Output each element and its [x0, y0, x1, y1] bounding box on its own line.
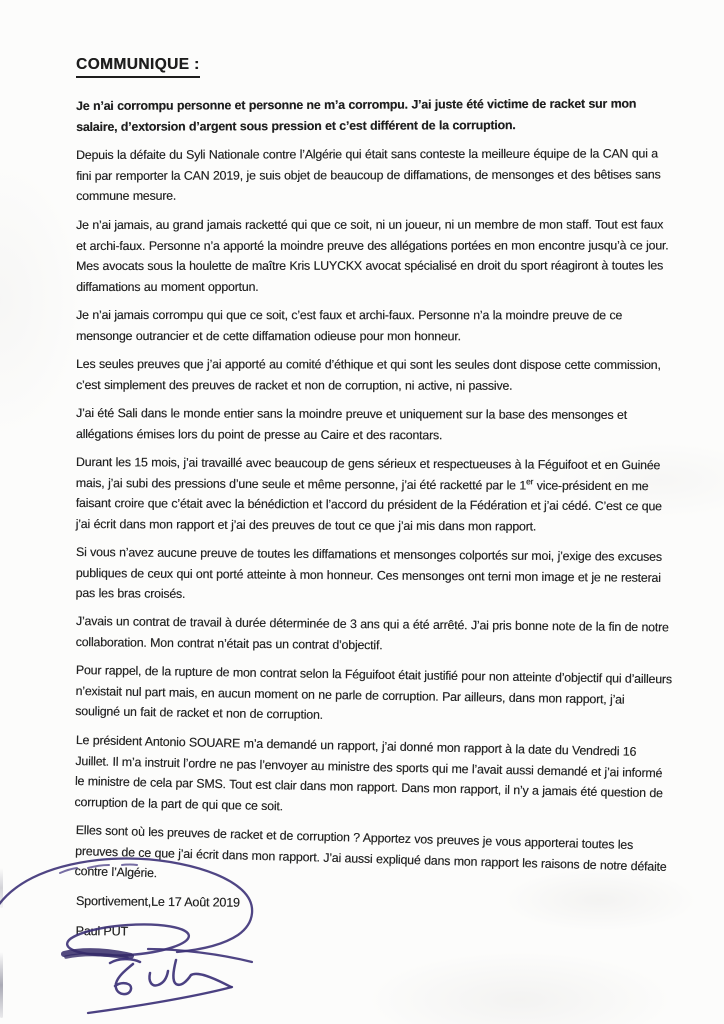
paragraph-4: Je n’ai jamais corrompu qui que ce soit, c’est faux et archi-faux. Personne n’a la moindre preuve de ce mensonge outrancier et de cette diffamation odieuse pour mon honneur. [75, 307, 623, 343]
paragraph-10: Pour rappel, de la rupture de mon contrat selon la Féguifoot était justifié pour non atteinte d’objectif qui d’ailleurs n’existait nul part mais, en aucun moment on ne parle de corruption. Par ailleurs, dans mon rapport, j’ai souligné un fait de racket et non de corruption. [75, 662, 672, 722]
scan-edge-artifact [0, 868, 3, 908]
paragraph-7-part1: Durant les 15 mois, j’ai travaillé avec beaucoup de gens sérieux et respectueuses à la Féguifoot et en Guinée mais, j’ai subi des pressions d’une seule et même personne, j’ai été racketté par le 1 [75, 454, 661, 492]
signature-underline [88, 987, 232, 1013]
signature-smudge-2 [66, 954, 127, 958]
closing-date-line: Sportivement,Le 17 Août 2019 [75, 893, 240, 910]
paragraph-2: Depuis la défaite du Syli Nationale contre l’Algérie qui était sans conteste la meilleure équipe de la CAN qui a fini par remporter la CAN 2019, je suis objet de beaucoup de diffamations, de mensonges et des bêtises sans commune mesure. [76, 146, 661, 203]
paragraph-11: Le président Antonio SOUARE m’a demandé un rapport, j’ai donné mon rapport à la date du Vendredi 16 Juillet. Il m’a instruit l’ordre ne pas l’envoyer au ministre des sports qui me l’avait aussi demandé et j’ai informé le ministre de cela par SMS. Tout est clair dans mon rapport. Dans mon rapport, il n’y a jamais été question de corruption de la part de qui que ce soit. [74, 732, 663, 813]
signature-scribble-h [173, 960, 231, 987]
paragraph-1: Je n’ai corrompu personne et personne ne m’a corrompu. J’ai juste été victime de racket sur mon salaire, d’extorsion d’argent sous pression et c’est différent de la corruption. [76, 96, 637, 134]
signature-scribble-z [110, 959, 140, 994]
letter-content [76, 56, 672, 941]
closing-block [75, 891, 671, 947]
page-title: COMMUNIQUE : [76, 56, 200, 78]
paragraph-3: Je n’ai jamais, au grand jamais racketté qui que ce soit, ni un joueur, ni un membre de mon staff. Tout est faux et archi-faux. Personne n’a apporté la moindre preuve des allégations portées en mon encontre jusqu’à ce jour. Mes avocats sous la houlette de maître Kris LUYCKX avocat spécialisé en droit du sport réagiront à toutes les diffamations au moment opportun. [76, 216, 669, 293]
paragraph-7 [76, 452, 672, 537]
paragraph-12: Elles sont où les preuves de racket et de corruption ? Apportez vos preuves je vous apporterai toutes les preuves de ce que j’ai écrit dans mon rapport. J’ai aussi expliqué dans mon rapport les raisons de notre défaite contre l’Algérie. [74, 822, 667, 880]
paragraph-6: J’ai été Sali dans le monde entier sans la moindre preuve et uniquement sur la base des mensonges et allégations émises lors du point de presse au Caire et des racontars. [75, 405, 627, 442]
signature-scribble-u [149, 971, 168, 985]
signature-smudge [64, 951, 131, 956]
ordinal-superscript: er [525, 475, 534, 486]
title-row [76, 56, 672, 94]
signatory-name: Paul PUT [75, 923, 128, 939]
paragraph-9: J’avais un contrat de travail à durée déterminée de 3 ans qui a été arrêté. J’ai pris bonne note de la fin de notre collaboration. Mon contrat n’était pas un contrat d’objectif. [75, 613, 669, 652]
paragraph-8: Si vous n’avez aucune preuve de toutes les diffamations et mensonges colportés sur moi, j’exige des excuses publiques de ceux qui ont porté atteinte à mon honneur. Ces mensonges ont terni mon image et je ne resterai pas les bras croisés. [75, 544, 662, 601]
paragraph-7-part2: vice-président en me faisant croire que c’était avec la bénédiction et l’accord du président de la Fédération et j’ai cédé. C’est ce que j’ai écrit dans mon rapport et j’ai des preuves de tout ce que j’ai mis dans mon rapport. [75, 477, 662, 533]
paragraph-5: Les seules preuves que j’ai apporté au comité d’éthique et qui sont les seules dont dispose cette commission, c’est simplement des preuves de racket et non de corruption, ni active, ni passive. [75, 356, 661, 392]
signature-loop-tail [148, 949, 252, 962]
scan-edge-artifact [0, 952, 3, 1018]
